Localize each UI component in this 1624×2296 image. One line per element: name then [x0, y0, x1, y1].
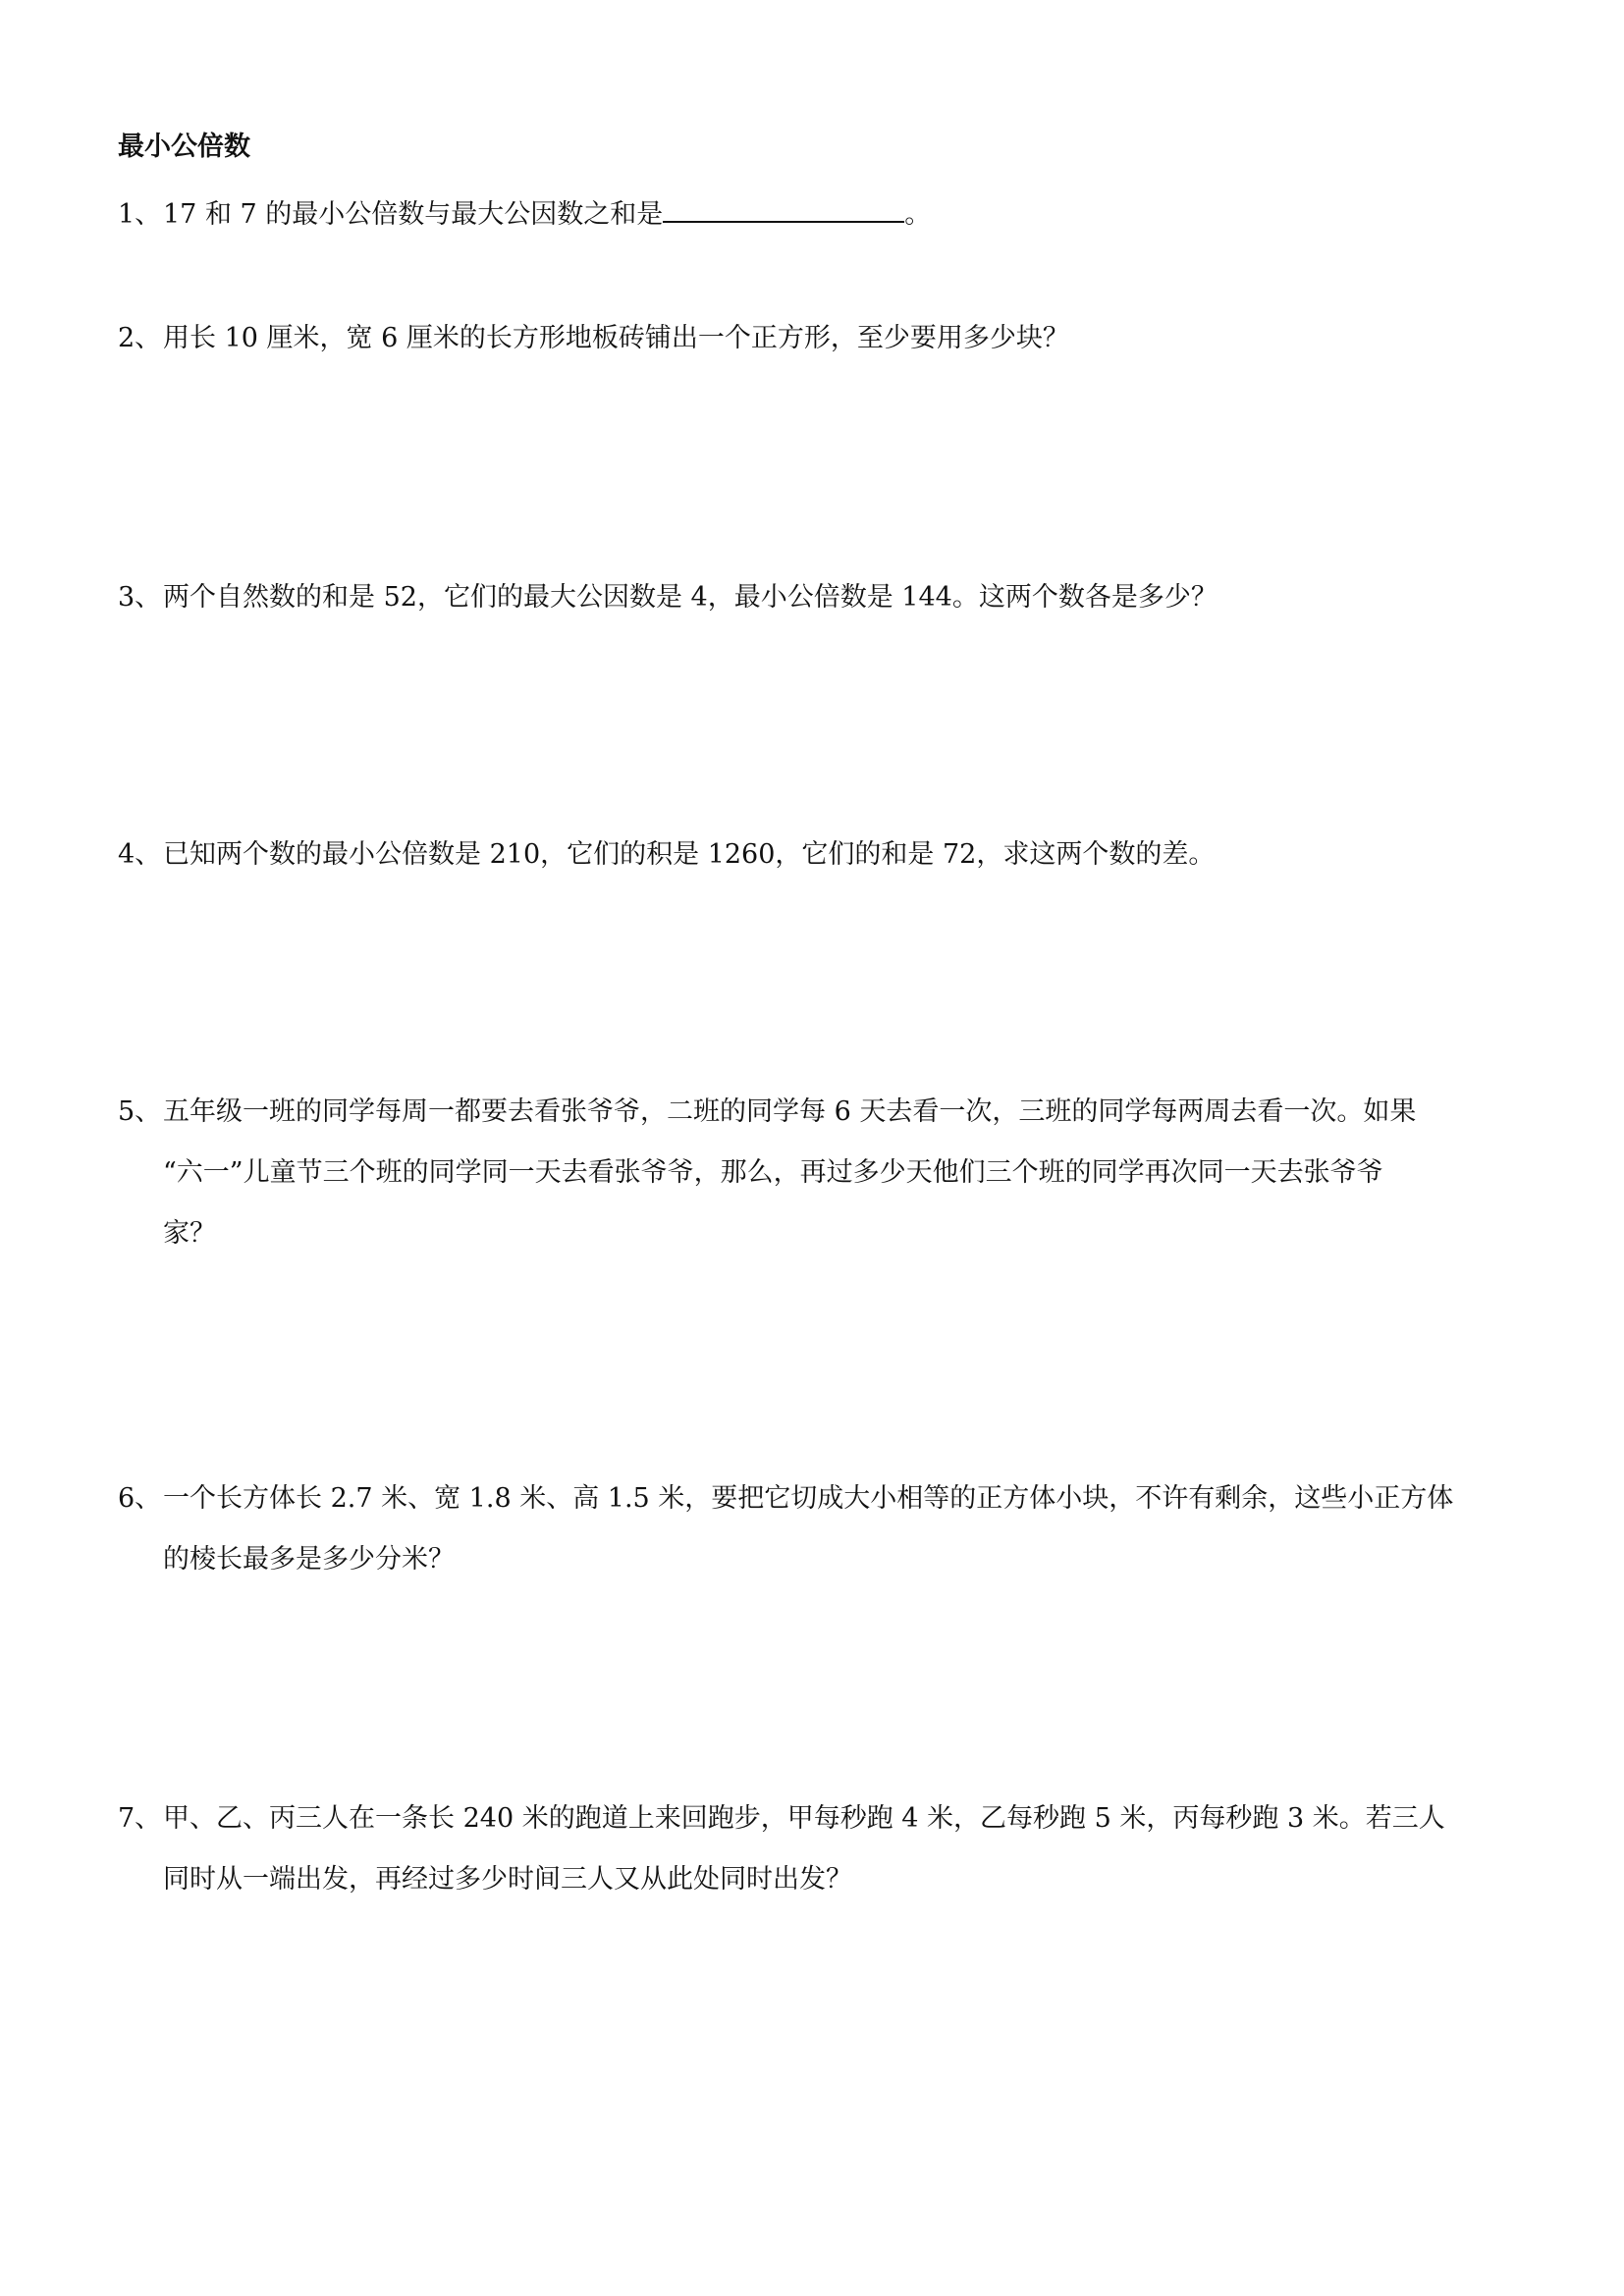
question-4	[118, 825, 1532, 885]
question-number: 3、	[118, 582, 162, 613]
question-number: 5、	[118, 1096, 162, 1127]
question-line	[118, 1082, 1532, 1143]
question-number: 2、	[118, 323, 162, 353]
question-number: 4、	[118, 839, 162, 870]
question-line	[118, 1789, 1532, 1849]
question-text-end: 。	[904, 199, 932, 230]
question-number: 1、	[118, 199, 162, 230]
question-6	[118, 1468, 1532, 1590]
question-text: 用长 10 厘米，宽 6 厘米的长方形地板砖铺出一个正方形，至少要用多少块？	[163, 323, 1069, 353]
question-text: 五年级一班的同学每周一都要去看张爷爷，二班的同学每 6 天去看一次，三班的同学每两周去看一次。如果	[163, 1096, 1417, 1127]
question-7	[118, 1789, 1532, 1910]
question-line-continued: 的棱长最多是多少分米？	[163, 1544, 455, 1575]
question-2	[118, 308, 1532, 369]
question-3	[118, 567, 1532, 628]
answer-blank[interactable]	[663, 195, 904, 223]
question-text: 两个自然数的和是 52，它们的最大公因数是 4，最小公倍数是 144。这两个数各是多少？	[163, 582, 1218, 613]
question-5	[118, 1082, 1532, 1264]
question-line	[118, 1468, 1532, 1529]
question-1	[118, 185, 1532, 245]
page-title: 最小公倍数	[118, 132, 250, 162]
question-number: 7、	[118, 1803, 162, 1834]
question-text: 甲、乙、丙三人在一条长 240 米的跑道上来回跑步，甲每秒跑 4 米，乙每秒跑 5 米，丙每秒跑 3 米。若三人	[163, 1803, 1445, 1834]
question-line-continued: “六一”儿童节三个班的同学同一天去看张爷爷，那么，再过多少天他们三个班的同学再次同一天去张爷爷	[163, 1157, 1383, 1188]
question-line-continued: 家？	[163, 1218, 216, 1249]
question-text: 一个长方体长 2.7 米、宽 1.8 米、高 1.5 米，要把它切成大小相等的正方体小块，不许有剩余，这些小正方体	[163, 1483, 1454, 1514]
question-number: 6、	[118, 1483, 162, 1514]
question-text: 已知两个数的最小公倍数是 210，它们的积是 1260，它们的和是 72，求这两个数的差。	[163, 839, 1216, 870]
question-line-continued: 同时从一端出发，再经过多少时间三人又从此处同时出发？	[163, 1864, 852, 1895]
question-text: 17 和 7 的最小公倍数与最大公因数之和是	[163, 199, 664, 230]
